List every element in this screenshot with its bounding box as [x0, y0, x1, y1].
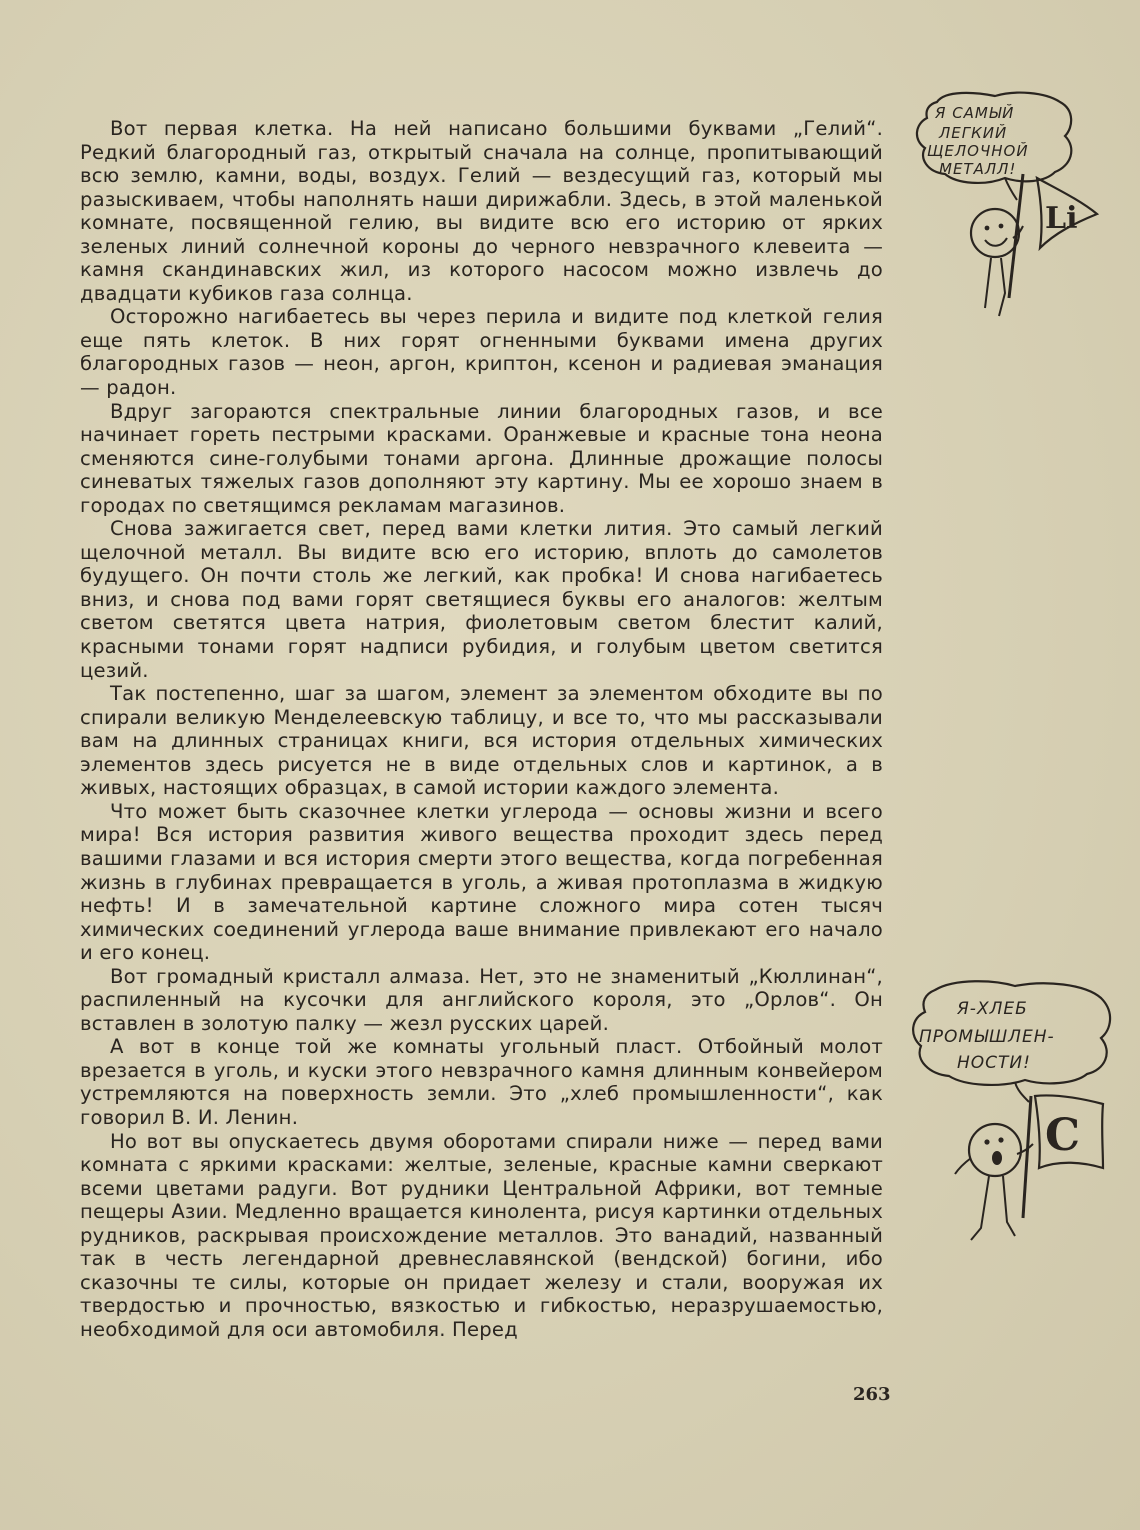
character-eye-left	[985, 226, 990, 231]
bubble-line-3: ЩЕЛОЧНОЙ	[927, 142, 1029, 160]
paragraph-carbon: Что может быть сказочнее клетки углерода — основы жизни и всего мира! Вся история развития живого вещества проходит здесь перед вашими глазами и вся история смерти этого вещества, когда погребенная жизнь в глубинах превращается в уголь, а живая протоплазма в жидкую нефть! И в замечательной картине сложного мира сотен тысяч химических соединений углерода ваше внимание привлекают его начало и его конец.	[80, 799, 883, 965]
speech-tail	[1015, 1082, 1029, 1102]
character-eye-right	[998, 1137, 1003, 1142]
bubble-line-1: Я САМЫЙ	[935, 104, 1015, 122]
character-legs	[985, 258, 1005, 316]
character-head	[971, 209, 1019, 257]
paragraph-lithium: Снова зажигается свет, перед вами клетки лития. Это самый легкий щелочной металл. Вы видите всю его историю, вплоть до самолетов будущего. Он почти столь же легкий, как пробка! И снова нагибаетесь вниз, и снова под вами горят светящиеся буквы его аналогов: желтым светом светятся цвета натрия, фиолетовым светом блестит калий, красными тонами горят надписи рубидия, и голубым цветом светится цезий.	[80, 517, 883, 682]
carbon-symbol: C	[1045, 1110, 1081, 1161]
bubble-line-1: Я-ХЛЕБ	[957, 999, 1028, 1019]
carbon-character-illustration	[905, 978, 1120, 1246]
paragraph-noble-gases: Осторожно нагибаетесь вы через перила и видите под клеткой гелия еще пять клеток. В них горят огненными буквами имена других благородных газов — неон, аргон, криптон, ксенон и радиевая эманация — радон.	[80, 305, 883, 400]
paragraph-diamond: Вот громадный кристалл алмаза. Нет, это не знаменитый „Кюллинан“, распиленный на кусочки для английского короля, это „Орлов“. Он вставлен в золотую палку — жезл русских царей.	[80, 964, 883, 1035]
paragraph-helium: Вот первая клетка. На ней написано большими буквами „Гелий“. Редкий благородный газ, открытый сначала на солнце, пропитывающий всю землю, камни, воды, воздух. Гелий — вездесущий газ, который мы разыскиваем, чтобы наполнять наши дирижабли. Здесь, в этой маленькой комнате, посвященной гелию, вы видите всю его историю от ярких зеленых линий солнечной короны до черного невзрачного клевеита — камня скандинавских жил, из которого насосом можно извлечь до двадцати кубиков газа солнца.	[80, 117, 883, 305]
character-eye-right	[999, 224, 1004, 229]
main-text	[80, 117, 883, 1341]
paragraph-coal: А вот в конце той же комнаты угольный пласт. Отбойный молот врезается в уголь, и куски этого невзрачного камня длинным конвейером устремляются на поверхность земли. Это „хлеб промышленности“, как говорил В. И. Ленин.	[80, 1035, 883, 1129]
bubble-line-3: НОСТИ!	[957, 1053, 1031, 1073]
character-legs	[971, 1176, 1015, 1240]
character-smile	[985, 238, 1007, 246]
lithium-character-illustration	[905, 88, 1105, 333]
paragraph-vanadium: Но вот вы опускаетесь двумя оборотами спирали ниже — перед вами комната с яркими красками: желтые, зеленые, красные камни сверкают всеми цветами радуги. Вот рудники Центральной Африки, вот темные пещеры Азии. Медленно вращается кинолента, рисуя картинки отдельных рудников, раскрывая происхождение металлов. Это ванадий, названный так в честь легендарной древнеславянской (вендской) богини, ибо сказочны те силы, которые он придает железу и стали, вооружая их твердостью и прочностью, вязкостью и гибкостью, неразрушаемостью, необходимой для оси автомобиля. Перед	[80, 1129, 883, 1341]
bubble-line-4: МЕТАЛЛ!	[939, 160, 1017, 178]
paragraph-spiral-table: Так постепенно, шаг за шагом, элемент за элементом обходите вы по спирали великую Менделеевскую таблицу, и все то, что мы рассказывали вам на длинных страницах книги, вся история отдельных химических элементов здесь рисуется не в виде отдельных слов и картинок, а в живых, настоящих образцах, в самой истории каждого элемента.	[80, 682, 883, 800]
page-number: 263	[853, 1384, 891, 1405]
paragraph-spectral-lines: Вдруг загораются спектральные линии благородных газов, и все начинает гореть пестрыми красками. Оранжевые и красные тона неона сменяются сине-голубыми тонами аргона. Длинные дрожащие полосы синеватых тяжелых газов дополняют эту картину. Мы ее хорошо знаем в городах по светящимся рекламам магазинов.	[80, 399, 883, 517]
flag-pole	[1023, 1096, 1031, 1218]
lithium-symbol: Li	[1045, 201, 1078, 236]
character-open-mouth	[992, 1151, 1002, 1165]
character-eye-left	[984, 1139, 989, 1144]
bubble-line-2: ПРОМЫШЛЕН-	[919, 1027, 1055, 1047]
character-head	[969, 1124, 1021, 1176]
bubble-line-2: ЛЕГКИЙ	[939, 124, 1008, 142]
